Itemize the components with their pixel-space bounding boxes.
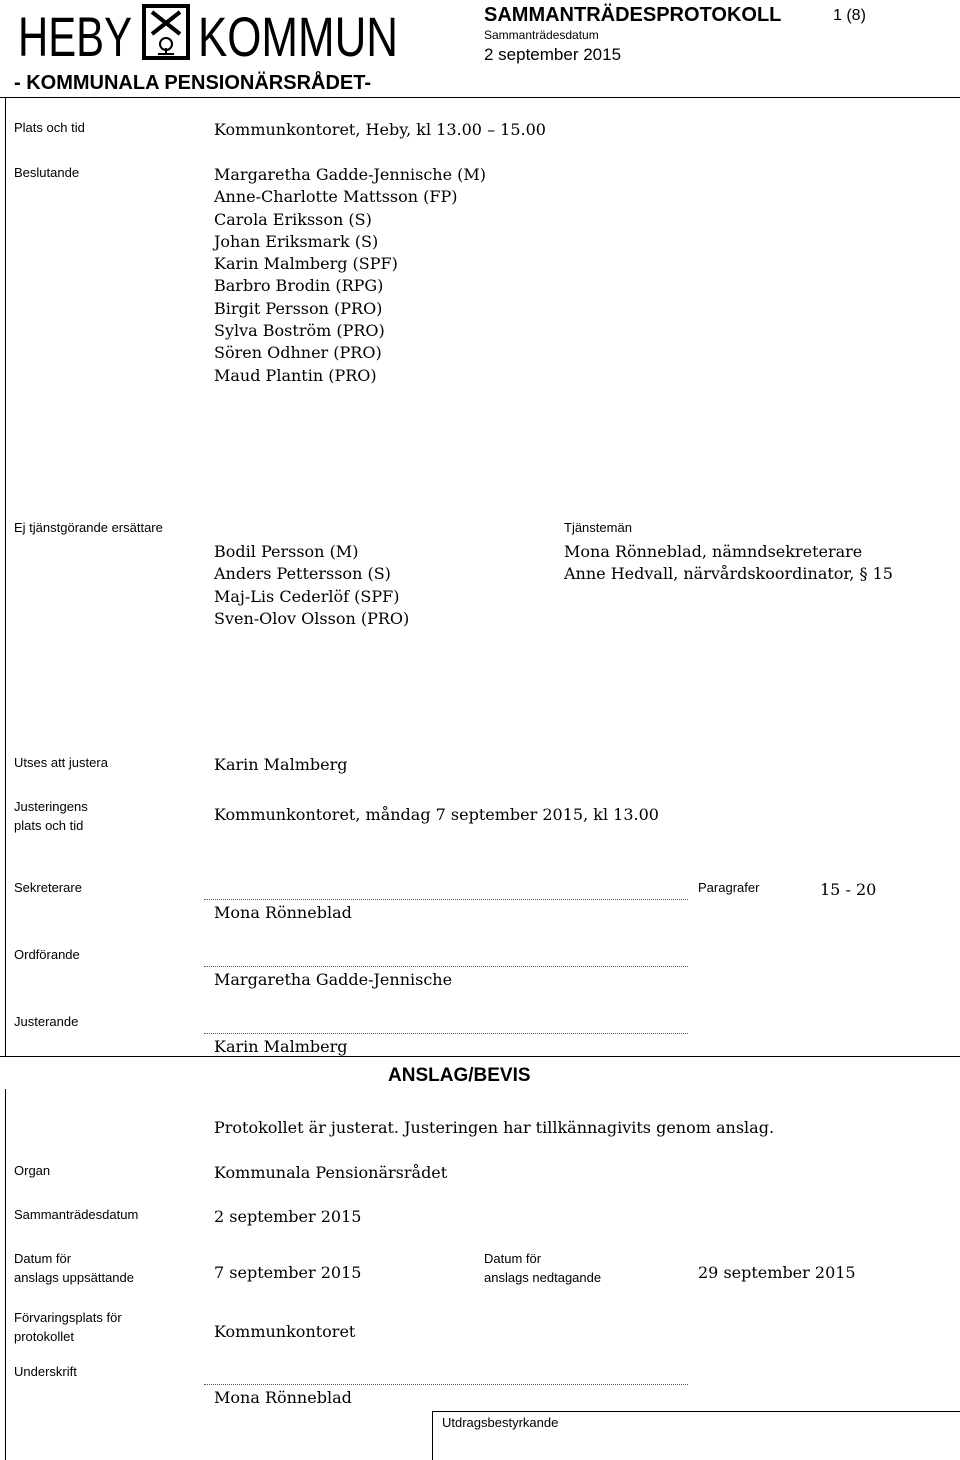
list-item: Karin Malmberg (SPF): [214, 254, 398, 274]
logo-text-kommun: KOMMUN: [198, 5, 398, 68]
removed-value: 29 september 2015: [698, 1263, 856, 1282]
meeting-date: 2 september 2015: [484, 45, 622, 64]
paragraphs-label: Paragrafer: [698, 880, 760, 895]
secretary-signature-line: [204, 899, 688, 900]
logo-text-heby: HEBY: [18, 5, 132, 68]
adjust-place-label-line2: plats och tid: [14, 818, 84, 833]
logo-graphic: [18, 2, 400, 68]
list-item: Carola Eriksson (S): [214, 209, 372, 229]
adjust-place-value: Kommunkontoret, måndag 7 september 2015, kl 13.00: [214, 805, 659, 824]
substitutes-list: [214, 541, 409, 630]
posted-label-line2: anslags uppsättande: [14, 1270, 134, 1285]
notice-date-value: 2 september 2015: [214, 1207, 362, 1226]
place-time-value: Kommunkontoret, Heby, kl 13.00 – 15.00: [214, 120, 546, 139]
list-item: Johan Eriksmark (S): [214, 231, 379, 251]
list-item: Bodil Persson (M): [214, 542, 359, 561]
chair-signature-line: [204, 966, 688, 967]
list-item: Anne-Charlotte Mattsson (FP): [214, 187, 458, 207]
bottom-margin-rule: [5, 1089, 6, 1460]
left-margin-rule: [5, 97, 6, 1057]
list-item: Sven-Olov Olsson (PRO): [214, 608, 410, 628]
removed-label-line2: anslags nedtagande: [484, 1270, 602, 1285]
posted-value: 7 september 2015: [214, 1263, 362, 1282]
removed-label-line1: Datum för: [484, 1251, 542, 1266]
meeting-date-label: Sammanträdesdatum: [484, 28, 599, 42]
deciders-label: Beslutande: [14, 165, 80, 180]
officials-list: [564, 541, 893, 586]
extract-box-left: [432, 1411, 433, 1460]
paragraphs-value: 15 - 20: [820, 880, 877, 899]
organ-label: Organ: [14, 1163, 51, 1178]
list-item: Mona Rönneblad, nämndsekreterare: [564, 542, 863, 561]
storage-label-line1: Förvaringsplats för: [14, 1310, 122, 1325]
storage-value: Kommunkontoret: [214, 1322, 356, 1341]
coat-of-arms-icon: [142, 4, 190, 60]
list-item: Birgit Persson (PRO): [214, 298, 383, 318]
list-item: Barbro Brodin (RPG): [214, 276, 384, 296]
notice-date-label: Sammanträdesdatum: [14, 1207, 139, 1222]
list-item: Anders Pettersson (S): [214, 564, 391, 584]
list-item: Maj-Lis Cederlöf (SPF): [214, 586, 400, 606]
substitutes-label: Ej tjänstgörande ersättare: [14, 520, 163, 535]
notice-title: ANSLAG/BEVIS: [388, 1065, 531, 1086]
signature-label: Underskrift: [14, 1364, 77, 1379]
deciders-list: [214, 164, 486, 387]
notice-statement: Protokollet är justerat. Justeringen har tillkännagivits genom anslag.: [214, 1118, 775, 1137]
extract-box-top: [432, 1411, 960, 1412]
adjuster-name: Karin Malmberg: [214, 1037, 348, 1056]
notice-divider: [0, 1056, 960, 1057]
adjust-place-label-line1: Justeringens: [14, 799, 88, 814]
list-item: Maud Plantin (PRO): [214, 365, 377, 385]
place-time-label: Plats och tid: [14, 120, 85, 135]
council-name: - KOMMUNALA PENSIONÄRSRÅDET-: [14, 72, 372, 94]
heby-kommun-logo: [18, 2, 400, 68]
storage-label-line2: protokollet: [14, 1329, 74, 1344]
extract-label: Utdragsbestyrkande: [442, 1415, 559, 1430]
list-item: Sören Odhner (PRO): [214, 343, 382, 363]
posted-label-line1: Datum för: [14, 1251, 72, 1266]
list-item: Sylva Boström (PRO): [214, 321, 385, 341]
adjuster-signature-label: Justerande: [14, 1014, 79, 1029]
notice-signature-line: [204, 1384, 688, 1385]
document-title: SAMMANTRÄDESPROTOKOLL: [484, 4, 782, 26]
adjuster-label: Utses att justera: [14, 755, 108, 770]
adjuster-signature-line: [204, 1033, 688, 1034]
header-divider: [0, 97, 960, 98]
list-item: Anne Hedvall, närvårdskoordinator, § 15: [564, 564, 893, 584]
page-number: 1 (8): [833, 7, 866, 24]
signature-name: Mona Rönneblad: [214, 1388, 352, 1407]
secretary-name: Mona Rönneblad: [214, 903, 352, 922]
organ-value: Kommunala Pensionärsrådet: [214, 1163, 448, 1182]
list-item: Margaretha Gadde-Jennische (M): [214, 165, 487, 184]
chair-label: Ordförande: [14, 947, 80, 962]
chair-name: Margaretha Gadde-Jennische: [214, 970, 453, 989]
secretary-label: Sekreterare: [14, 880, 82, 895]
officials-label: Tjänstemän: [564, 520, 632, 535]
adjuster-value: Karin Malmberg: [214, 755, 348, 774]
